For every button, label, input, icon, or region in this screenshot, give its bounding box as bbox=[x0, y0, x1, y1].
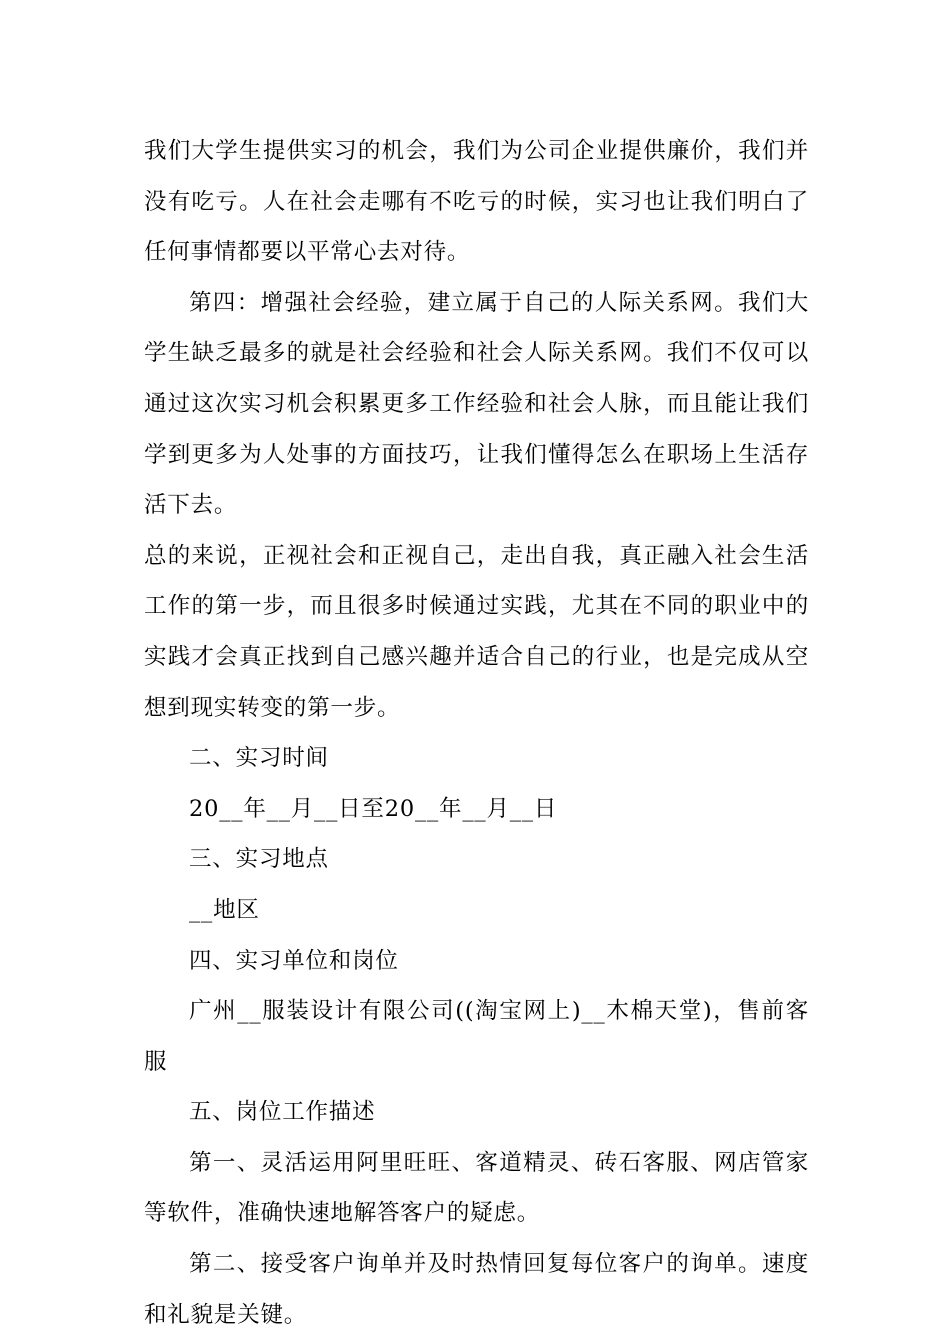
job-description-second: 第二、接受客户询单并及时热情回复每位客户的询单。速度和礼貌是关键。 bbox=[144, 1251, 809, 1328]
paragraph-summary: 总的来说，正视社会和正视自己，走出自我，真正融入社会生活工作的第一步，而且很多时候通过实践，尤其在不同的职业中的实践才会真正找到自己感兴趣并适合自己的行业，也是完成从空想到现实转变的第一步。 bbox=[144, 542, 809, 721]
paragraph-internship-opportunity: 我们大学生提供实习的机会，我们为公司企业提供廉价，我们并没有吃亏。人在社会走哪有不吃亏的时候，实习也让我们明白了任何事情都要以平常心去对待。 bbox=[144, 138, 809, 266]
heading-internship-location: 三、实习地点 bbox=[189, 846, 329, 873]
document-body bbox=[144, 126, 809, 1340]
heading-internship-unit: 四、实习单位和岗位 bbox=[189, 947, 399, 974]
job-description-first: 第一、灵活运用阿里旺旺、客道精灵、砖石客服、网店管家等软件，准确快速地解答客户的疑虑。 bbox=[144, 1149, 809, 1227]
heading-internship-time: 二、实习时间 bbox=[189, 745, 329, 772]
paragraph-point-four: 第四：增强社会经验，建立属于自己的人际关系网。我们大学生缺乏最多的就是社会经验和社会人际关系网。我们不仅可以通过这次实习机会积累更多工作经验和社会人脉，而且能让我们学到更多为人处事的方面技巧，让我们懂得怎么在职场上生活存活下去。 bbox=[144, 289, 809, 519]
heading-job-description: 五、岗位工作描述 bbox=[189, 1099, 376, 1126]
internship-date-range: 20__年__月__日至20__年__月__日 bbox=[189, 795, 558, 822]
internship-unit: 广州__服装设计有限公司((淘宝网上)__木棉天堂)，售前客服 bbox=[144, 998, 809, 1075]
internship-location: __地区 bbox=[189, 896, 260, 923]
